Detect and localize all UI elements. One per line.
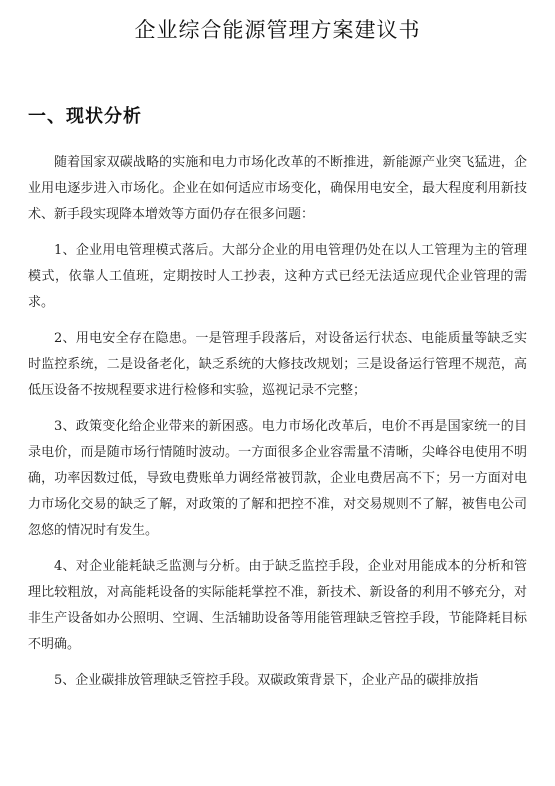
paragraph-item-4: 4、对企业能耗缺乏监测与分析。由于缺乏监控手段，企业对用能成本的分析和管理比较粗放，对高能耗设备的实际能耗掌控不准，新技术、新设备的利用不够充分，对非生产设备如办公照明、空调、生活辅助设备等用能管理缺乏管控手段，节能降耗目标不明确。 (28, 559, 527, 652)
document-title: 企业综合能源管理方案建议书 (134, 18, 421, 42)
paragraph-intro: 随着国家双碳战略的实施和电力市场化改革的不断推进，新能源产业突飞猛进，企业用电逐步进入市场化。企业在如何适应市场变化，确保用电安全，最大程度利用新技术、新手段实现降本增效等方面仍存在很多问题： (28, 155, 527, 222)
body-text (28, 150, 527, 694)
paragraph-item-5: 5、企业碳排放管理缺乏管控手段。双碳政策背景下，企业产品的碳排放指 (54, 673, 479, 688)
paragraph-item-1: 1、企业用电管理模式落后。大部分企业的用电管理仍处在以人工管理为主的管理模式，依靠人工值班，定期按时人工抄表，这种方式已经无法适应现代企业管理的需求。 (28, 243, 527, 310)
section-heading: 一、现状分析 (28, 106, 142, 127)
paragraph-item-3: 3、政策变化给企业带来的新困惑。电力市场化改革后，电价不再是国家统一的目录电价，而是随市场行情随时波动。一方面很多企业容需量不清晰，尖峰谷电使用不明确，功率因数过低，导致电费账单力调经常被罚款，企业电费居高不下；另一方面对电力市场化交易的缺乏了解，对政策的了解和把控不准，对交易规则不了解，被售电公司忽悠的情况时有发生。 (28, 419, 527, 538)
paragraph-item-2: 2、用电安全存在隐患。一是管理手段落后，对设备运行状态、电能质量等缺乏实时监控系统，二是设备老化，缺乏系统的大修技改规划；三是设备运行管理不规范，高低压设备不按规程要求进行检修和实验，巡视记录不完整； (28, 331, 527, 398)
